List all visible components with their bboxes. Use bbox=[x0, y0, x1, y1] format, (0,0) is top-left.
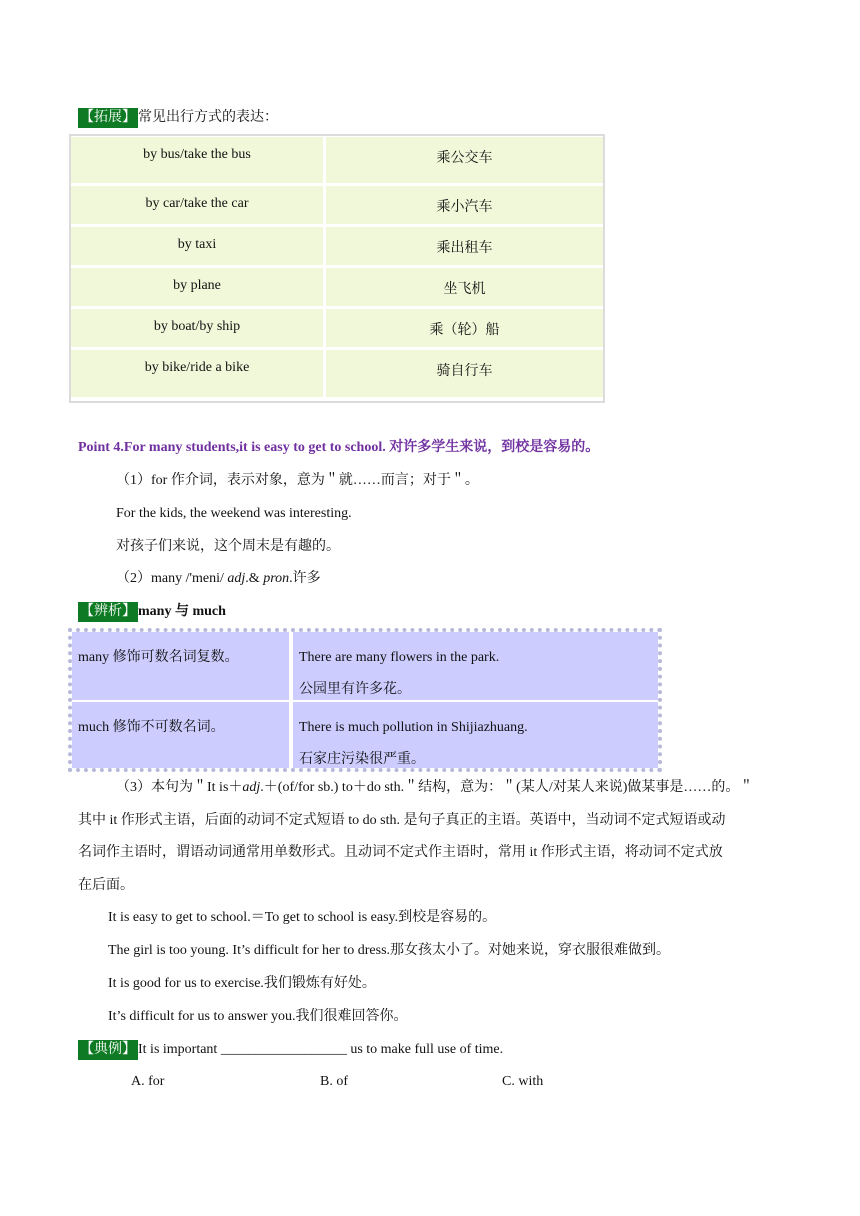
compare-word-text: much 修饰不可数名词。 bbox=[78, 720, 225, 735]
item2-prefix: （2）many /'meni/ bbox=[116, 571, 228, 586]
point4-item1: （1）for 作介词，表示对象，意为＂就……而言；对于＂。 bbox=[116, 473, 479, 488]
table-row bbox=[71, 186, 603, 224]
expand-tag: 【拓展】 bbox=[78, 108, 138, 128]
compare-word-text: many 修饰可数名词复数。 bbox=[78, 650, 239, 665]
table-row bbox=[72, 702, 658, 768]
transport-table bbox=[69, 134, 605, 403]
item3-line1-b: .＋(of/for sb.) to＋do sth.＂结构，意为：＂(某人/对某人来说)做某事是……的。＂ bbox=[260, 780, 754, 795]
compare-word bbox=[72, 702, 289, 768]
compare-example bbox=[293, 702, 658, 768]
table-cell-en: by boat/by ship bbox=[71, 309, 323, 347]
table-cell-zh: 乘（轮）船 bbox=[326, 309, 603, 347]
compare-example-en: There are many flowers in the park. bbox=[299, 650, 500, 665]
table-row bbox=[71, 137, 603, 183]
point4-title: Point 4.For many students,it is easy to get to school. 对许多学生来说，到校是容易的。 bbox=[78, 440, 600, 455]
table-cell-zh: 骑自行车 bbox=[326, 350, 603, 397]
analysis-title: many 与 much bbox=[138, 604, 226, 620]
item3-line3: 名词作主语时，谓语动词通常用单数形式。且动词不定式作主语时，常用 it 作形式主语，将动词不定式放 bbox=[78, 845, 723, 860]
table-cell-zh: 乘出租车 bbox=[326, 227, 603, 265]
item3-line1 bbox=[116, 778, 753, 798]
table-cell-en: by plane bbox=[71, 268, 323, 306]
expand-heading bbox=[78, 108, 278, 128]
exercise-heading bbox=[78, 1040, 503, 1060]
option-b: B. of bbox=[320, 1074, 348, 1089]
table-row bbox=[71, 350, 603, 397]
item2-pos-adj: adj bbox=[227, 571, 246, 586]
table-cell-zh: 坐飞机 bbox=[326, 268, 603, 306]
compare-example-zh: 石家庄污染很严重。 bbox=[299, 752, 425, 767]
point4-example-en: For the kids, the weekend was interesting. bbox=[116, 506, 352, 521]
item2-pos-pron: pron bbox=[263, 571, 290, 586]
item3-line2: 其中 it 作形式主语，后面的动词不定式短语 to do sth. 是句子真正的主语。英语中，当动词不定式短语或动 bbox=[78, 813, 726, 828]
table-row bbox=[72, 632, 658, 700]
option-a: A. for bbox=[131, 1074, 165, 1089]
point4-example-zh: 对孩子们来说，这个周末是有趣的。 bbox=[116, 539, 340, 554]
table-row bbox=[71, 268, 603, 306]
item2-mid: .& bbox=[245, 571, 264, 586]
table-cell-en: by taxi bbox=[71, 227, 323, 265]
table-row bbox=[71, 309, 603, 347]
compare-word bbox=[72, 632, 289, 700]
compare-example-zh: 公园里有许多花。 bbox=[299, 682, 411, 697]
table-cell-en: by bus/take the bus bbox=[71, 137, 323, 183]
table-row bbox=[71, 227, 603, 265]
compare-table bbox=[68, 628, 662, 772]
table-cell-en: by bike/ride a bike bbox=[71, 350, 323, 397]
item3-line4: 在后面。 bbox=[78, 878, 134, 893]
analysis-tag: 【辨析】 bbox=[78, 602, 138, 622]
analysis-heading bbox=[78, 602, 226, 622]
compare-example-en: There is much pollution in Shijiazhuang. bbox=[299, 720, 528, 735]
option-c: C. with bbox=[502, 1074, 544, 1089]
example-sentence: The girl is too young. It’s difficult for her to dress.那女孩太小了。对她来说，穿衣服很难做到。 bbox=[108, 943, 671, 958]
expand-title: 常见出行方式的表达： bbox=[138, 110, 278, 126]
item3-line1-a: （3）本句为＂It is＋ bbox=[116, 780, 243, 795]
example-sentence: It is easy to get to school.＝To get to school is easy.到校是容易的。 bbox=[108, 910, 497, 925]
item3-line1-adj: adj bbox=[242, 780, 261, 795]
compare-example bbox=[293, 632, 658, 700]
example-sentence: It’s difficult for us to answer you.我们很难回答你。 bbox=[108, 1009, 408, 1024]
point4-item2 bbox=[116, 569, 321, 589]
item2-suffix: .许多 bbox=[289, 571, 321, 586]
example-sentence: It is good for us to exercise.我们锻炼有好处。 bbox=[108, 976, 376, 991]
table-cell-zh: 乘公交车 bbox=[326, 137, 603, 183]
table-cell-zh: 乘小汽车 bbox=[326, 186, 603, 224]
exercise-tag: 【典例】 bbox=[78, 1040, 138, 1060]
exercise-question: It is important __________________ us to make full use of time. bbox=[138, 1042, 504, 1058]
table-cell-en: by car/take the car bbox=[71, 186, 323, 224]
